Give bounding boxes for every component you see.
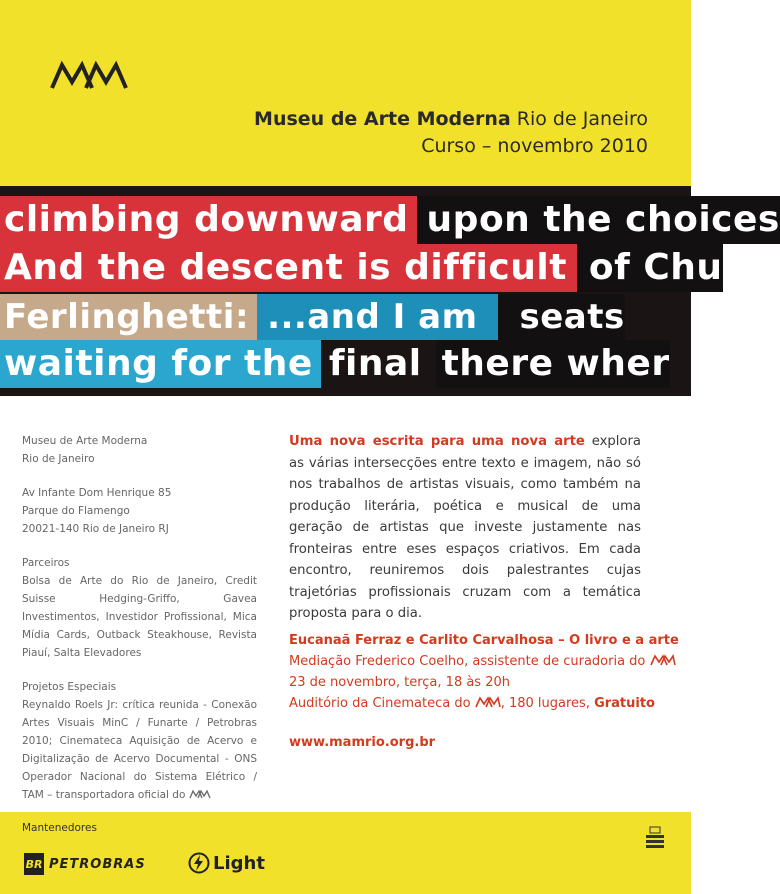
sponsors-label: Mantenedores (22, 822, 97, 834)
artwork-banner (0, 186, 780, 396)
website-link[interactable]: www.mamrio.org.br (289, 735, 436, 750)
banner-text-4c: there wher (436, 340, 670, 388)
mam-mini-logo (650, 655, 676, 670)
venue-capacity: , 180 lugares, (500, 696, 595, 711)
mam-mini-logo (475, 697, 501, 712)
projetos-heading: Projetos Especiais (22, 681, 117, 693)
address-line-3: 20021-140 Rio de Janeiro RJ (22, 523, 169, 535)
ministry-seal-icon (640, 825, 670, 857)
banner-text-1a: climbing downward (0, 196, 417, 244)
light-text: Light (213, 852, 265, 874)
parceiros-list: Bolsa de Arte do Rio de Janeiro, Credit Suisse Hedging-Griffo, Gavea Investimentos, Investidor Profissional, Mica Mídia Cards, Outback Steakhouse, Revista Piauí, Salta Elevadores (22, 575, 257, 659)
event-date: 23 de novembro, terça, 18 às 20h (289, 675, 510, 690)
intro-paragraph (289, 431, 641, 625)
page-subtitle: Curso – novembro 2010 (421, 135, 648, 157)
banner-text-2b: of Chu (577, 244, 723, 292)
parceiros-heading: Parceiros (22, 557, 70, 569)
address-line-1: Av Infante Dom Henrique 85 (22, 487, 172, 499)
address-line-2: Parque do Flamengo (22, 505, 130, 517)
banner-text-4a: waiting for the (0, 340, 321, 388)
event-mediation (289, 654, 676, 670)
banner-text-2a: And the descent is difficult (0, 244, 577, 292)
description-column (289, 431, 641, 625)
banner-text-1b: upon the choices (417, 196, 780, 244)
org-name: Museu de Arte Moderna (22, 435, 148, 447)
event-title: Eucanaã Ferraz e Carlito Carvalhosa – O livro e a arte (289, 633, 679, 648)
intro-body: explora as várias intersecções entre texto e imagem, não só nos trabalhos de artistas visuais, como também na produção literária, poética e musical de uma geração de artistas que investe justamente nas fronteiras entre eses espaços criativos. Em cada encontro, reuniremos dois palestrantes cujas trajetórias profissionais cruzam com a temática proposta para o dia. (289, 434, 641, 621)
title-rest: Rio de Janeiro (510, 108, 648, 130)
course-title: Uma nova escrita para uma nova arte (289, 434, 585, 449)
banner-row-4 (0, 340, 670, 388)
banner-text-3c: seats (498, 294, 625, 340)
lightning-icon (188, 852, 210, 874)
mediation-text: Mediação Frederico Coelho, assistente de curadoria do (289, 654, 646, 669)
br-icon: BR (24, 853, 44, 875)
banner-row-2 (0, 244, 723, 292)
venue-free: Gratuito (594, 696, 655, 711)
page-title (254, 108, 648, 130)
mam-mini-logo (189, 787, 211, 805)
banner-text-4b: final (321, 340, 436, 388)
info-column (22, 432, 257, 805)
event-venue (289, 696, 655, 712)
banner-row-3 (0, 294, 625, 340)
title-bold: Museu de Arte Moderna (254, 108, 511, 130)
light-logo (188, 852, 265, 874)
projetos-text (22, 696, 257, 805)
banner-row-1 (0, 196, 780, 244)
banner-text-3a: Ferlinghetti: (0, 294, 257, 340)
banner-text-3b: ...and I am (257, 294, 497, 340)
org-city: Rio de Janeiro (22, 453, 95, 465)
venue-text: Auditório da Cinemateca do (289, 696, 471, 711)
petrobras-logo (24, 853, 146, 875)
petrobras-text: PETROBRAS (49, 856, 146, 872)
mam-logo (50, 62, 128, 94)
projetos-body: Reynaldo Roels Jr: crítica reunida - Conexão Artes Visuais MinC / Funarte / Petrobras 2010; Cinemateca Aquisição de Acervo e Digitalização de Acervo Documental - ONS Operador Nacional do Sistema Elétrico / TAM – transportadora oficial do (22, 699, 257, 801)
